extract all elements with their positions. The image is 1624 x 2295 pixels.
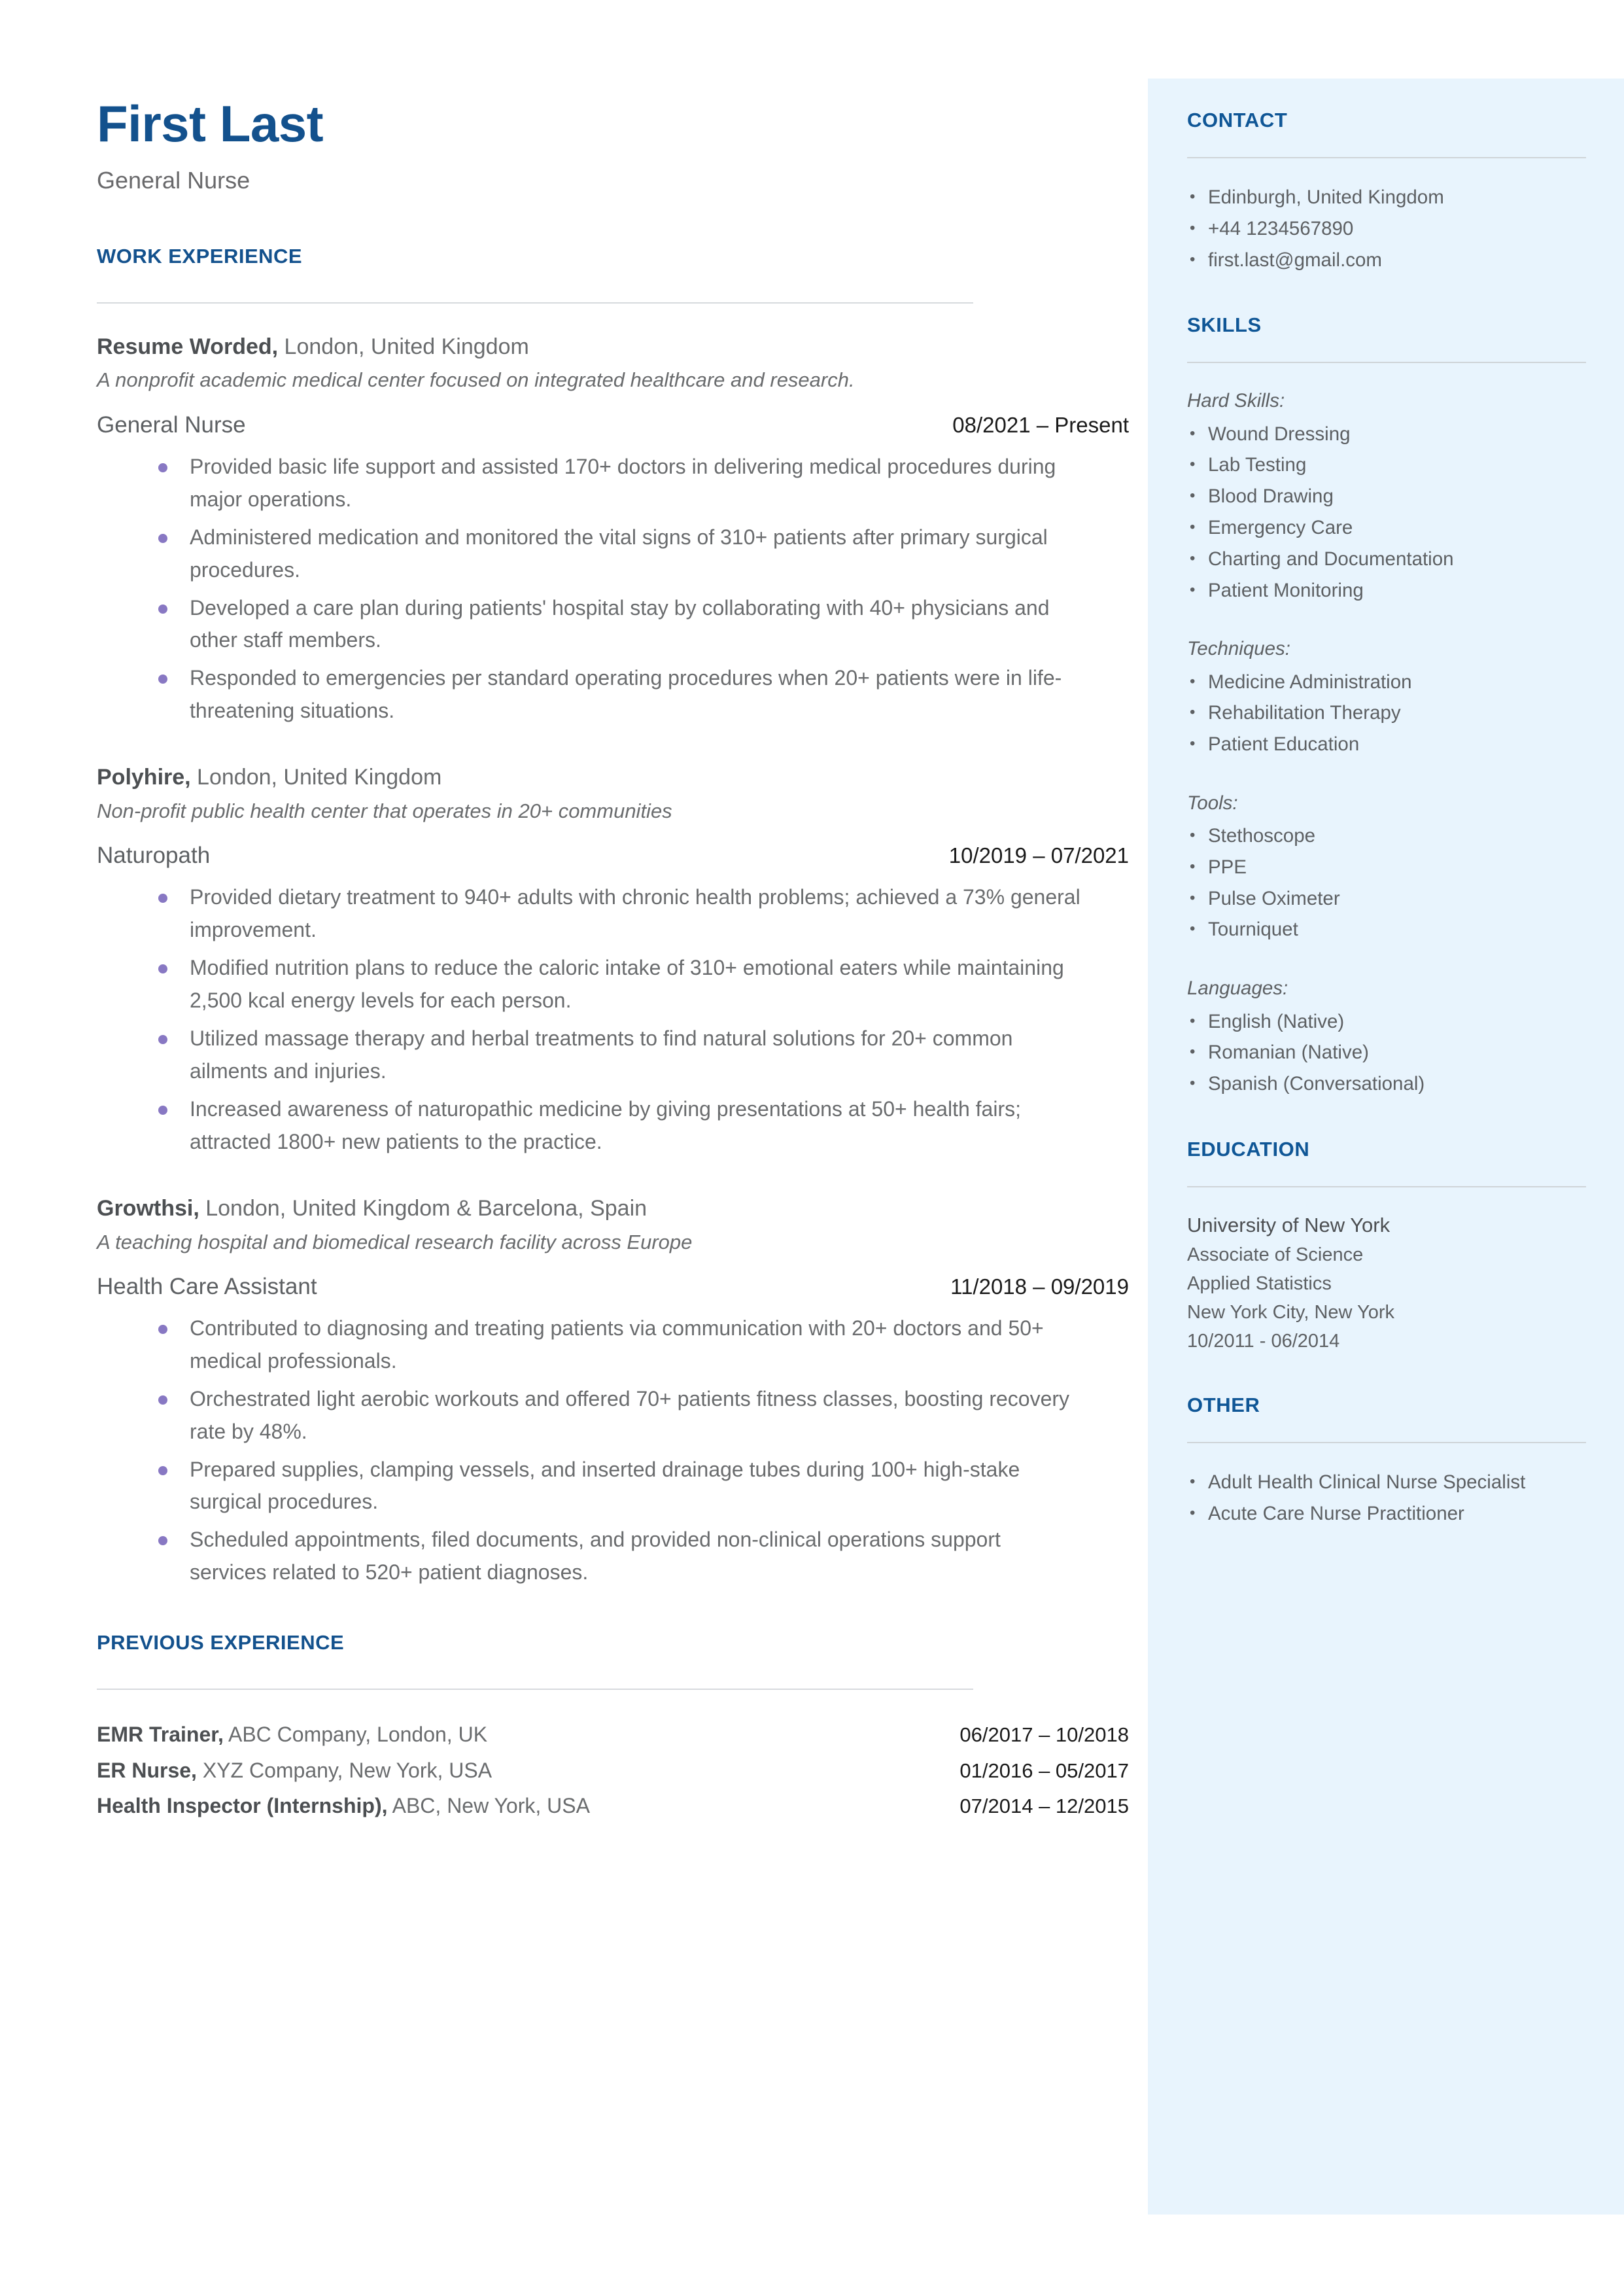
job-bullet: Responded to emergencies per standard operating procedures when 20+ patients were in life-threatening situations.	[147, 662, 1081, 727]
skill-item: • Rehabilitation Therapy	[1187, 697, 1586, 729]
job-bullet: Contributed to diagnosing and treating patients via communication with 20+ doctors and 50+ medical professionals.	[147, 1312, 1081, 1378]
sidebar-heading-education: EDUCATION	[1187, 1137, 1310, 1161]
job-dates: 11/2018 – 09/2019	[950, 1274, 1129, 1299]
job-entry	[97, 763, 1148, 1159]
sidebar-heading-skills: SKILLS	[1187, 313, 1262, 337]
previous-experience-detail	[97, 1790, 590, 1821]
skills-group-languages	[1187, 974, 1586, 1100]
spacer	[97, 1594, 1148, 1631]
sidebar-section-other	[1187, 1393, 1586, 1530]
job-bullet: Developed a care plan during patients' hospital stay by collaborating with 40+ physicians and other staff members.	[147, 592, 1081, 657]
previous-experience-dates: 07/2014 – 12/2015	[959, 1795, 1129, 1818]
education-field: Applied Statistics	[1187, 1272, 1332, 1294]
job-title-row	[97, 1273, 1129, 1301]
sidebar-divider	[1187, 1442, 1586, 1443]
job-bullet: Prepared supplies, clamping vessels, and inserted drainage tubes during 100+ high-stake surgical procedures.	[147, 1454, 1081, 1519]
skill-item: • Stethoscope	[1187, 820, 1586, 852]
spacer	[97, 1164, 1148, 1194]
previous-experience-row	[97, 1790, 1129, 1822]
section-divider	[97, 302, 973, 304]
skill-item: • Lab Testing	[1187, 449, 1586, 481]
job-dates: 10/2019 – 07/2021	[948, 843, 1129, 868]
job-company-description: Non-profit public health center that operates in 20+ communities	[97, 799, 672, 823]
job-company-description: A teaching hospital and biomedical research facility across Europe	[97, 1230, 693, 1253]
job-company-line	[97, 332, 1148, 362]
spacer	[1187, 1356, 1586, 1393]
job-dates: 08/2021 – Present	[952, 412, 1129, 437]
previous-experience-title: EMR Trainer,	[97, 1723, 224, 1747]
previous-experience-detail	[97, 1719, 487, 1750]
job-title-row	[97, 842, 1129, 869]
previous-experience-company: ABC, New York, USA	[387, 1794, 590, 1818]
job-company-description: A nonprofit academic medical center focused on integrated healthcare and research.	[97, 368, 855, 392]
spacer	[1187, 1100, 1586, 1138]
job-bullet: Provided basic life support and assisted 170+ doctors in delivering medical procedures during major operations.	[147, 451, 1081, 516]
job-company-name: Growthsi,	[97, 1195, 199, 1221]
job-title: General Nurse	[97, 412, 246, 438]
header-role: General Nurse	[97, 167, 251, 194]
education-dates: 10/2011 - 06/2014	[1187, 1331, 1340, 1352]
education-location: New York City, New York	[1187, 1301, 1394, 1323]
contact-list	[1187, 182, 1586, 275]
skills-group-label: Tools:	[1187, 792, 1238, 814]
job-company-location: London, United Kingdom	[190, 765, 442, 790]
spacer	[1187, 275, 1586, 313]
previous-experience-company: XYZ Company, New York, USA	[196, 1758, 492, 1782]
skill-item: • Emergency Care	[1187, 512, 1586, 544]
skills-group-tools	[1187, 789, 1586, 945]
sidebar-section-education	[1187, 1138, 1586, 1356]
job-bullet-list	[97, 881, 1081, 1158]
skill-item: • PPE	[1187, 852, 1586, 883]
sidebar-section-skills	[1187, 313, 1586, 1100]
job-company-name: Resume Worded,	[97, 334, 279, 359]
previous-experience-title: Health Inspector (Internship),	[97, 1794, 388, 1818]
education-degree: Associate of Science	[1187, 1244, 1364, 1265]
section-heading-previous-experience: PREVIOUS EXPERIENCE	[97, 1631, 345, 1655]
sidebar-section-contact	[1187, 109, 1586, 275]
job-bullet: Scheduled appointments, filed documents, and provided non-clinical operations support services related to 520+ patient diagnoses.	[147, 1524, 1081, 1589]
job-title-row	[97, 412, 1129, 439]
skill-item: • Tourniquet	[1187, 914, 1586, 945]
job-title: Naturopath	[97, 843, 211, 869]
other-item: • Adult Health Clinical Nurse Specialist	[1187, 1467, 1586, 1498]
previous-experience-row	[97, 1719, 1129, 1751]
job-title: Health Care Assistant	[97, 1273, 317, 1299]
skills-list	[1187, 820, 1586, 945]
section-heading-work-experience: WORK EXPERIENCE	[97, 244, 303, 268]
skills-group-label: Techniques:	[1187, 638, 1291, 660]
job-bullet: Administered medication and monitored the vital signs of 310+ patients after primary surgical procedures.	[147, 521, 1081, 587]
job-company-line	[97, 763, 1148, 793]
skill-item: • Medicine Administration	[1187, 667, 1586, 698]
skills-group-label: Languages:	[1187, 977, 1288, 1000]
skill-item: • Patient Monitoring	[1187, 575, 1586, 606]
job-bullet-list	[97, 451, 1081, 727]
skill-item: • Pulse Oximeter	[1187, 883, 1586, 915]
page-title: First Last	[97, 95, 324, 152]
previous-experience-dates: 01/2016 – 05/2017	[959, 1759, 1129, 1782]
skill-item: • Romanian (Native)	[1187, 1037, 1586, 1068]
job-company-name: Polyhire,	[97, 765, 191, 790]
job-entry	[97, 332, 1148, 728]
skills-group-label: Hard Skills:	[1187, 390, 1285, 412]
sidebar	[1148, 79, 1624, 2215]
other-list	[1187, 1467, 1586, 1530]
spacer	[97, 733, 1148, 763]
skill-item: • Patient Education	[1187, 729, 1586, 760]
work-experience-list	[97, 332, 1148, 1590]
education-school: University of New York	[1187, 1213, 1391, 1236]
sidebar-heading-contact: CONTACT	[1187, 109, 1288, 131]
skills-group-hard-skills	[1187, 387, 1586, 606]
skill-item: • English (Native)	[1187, 1006, 1586, 1038]
contact-phone[interactable]: • +44 1234567890	[1187, 213, 1586, 245]
previous-experience-title: ER Nurse,	[97, 1758, 197, 1782]
skill-item: • Charting and Documentation	[1187, 544, 1586, 575]
spacer	[1187, 606, 1586, 635]
previous-experience-company: ABC Company, London, UK	[223, 1723, 488, 1747]
skill-item: • Blood Drawing	[1187, 481, 1586, 512]
previous-experience-detail	[97, 1755, 492, 1786]
job-company-line	[97, 1194, 1148, 1224]
previous-experience-list	[97, 1719, 1129, 1822]
job-bullet: Utilized massage therapy and herbal treatments to find natural solutions for 20+ common ailments and injuries.	[147, 1023, 1081, 1088]
sidebar-divider	[1187, 157, 1586, 158]
job-company-location: London, United Kingdom	[278, 334, 529, 359]
job-company-location: London, United Kingdom & Barcelona, Spain	[199, 1195, 648, 1221]
job-bullet: Increased awareness of naturopathic medicine by giving presentations at 50+ health fairs; attracted 1800+ new patients to the practice.	[147, 1093, 1081, 1159]
skills-list	[1187, 419, 1586, 606]
job-bullet-list	[97, 1312, 1081, 1589]
previous-experience-dates: 06/2017 – 10/2018	[959, 1723, 1129, 1747]
spacer	[1187, 760, 1586, 789]
previous-experience-row	[97, 1755, 1129, 1787]
sidebar-heading-other: OTHER	[1187, 1393, 1260, 1417]
contact-location: • Edinburgh, United Kingdom	[1187, 182, 1586, 213]
spacer	[1187, 945, 1586, 974]
skills-list	[1187, 1006, 1586, 1100]
contact-email[interactable]: • first.last@gmail.com	[1187, 245, 1586, 276]
job-bullet: Modified nutrition plans to reduce the caloric intake of 310+ emotional eaters while maintaining 2,500 kcal energy levels for each person.	[147, 952, 1081, 1017]
skill-item: • Wound Dressing	[1187, 419, 1586, 450]
job-entry	[97, 1194, 1148, 1590]
skills-list	[1187, 667, 1586, 760]
job-bullet: Provided dietary treatment to 940+ adults with chronic health problems; achieved a 73% general improvement.	[147, 881, 1081, 947]
other-item: • Acute Care Nurse Practitioner	[1187, 1498, 1586, 1530]
skill-item: • Spanish (Conversational)	[1187, 1068, 1586, 1100]
skills-group-techniques	[1187, 635, 1586, 760]
job-bullet: Orchestrated light aerobic workouts and offered 70+ patients fitness classes, boosting recovery rate by 48%.	[147, 1383, 1081, 1448]
sidebar-divider	[1187, 362, 1586, 363]
sidebar-divider	[1187, 1186, 1586, 1187]
section-divider	[97, 1689, 973, 1690]
